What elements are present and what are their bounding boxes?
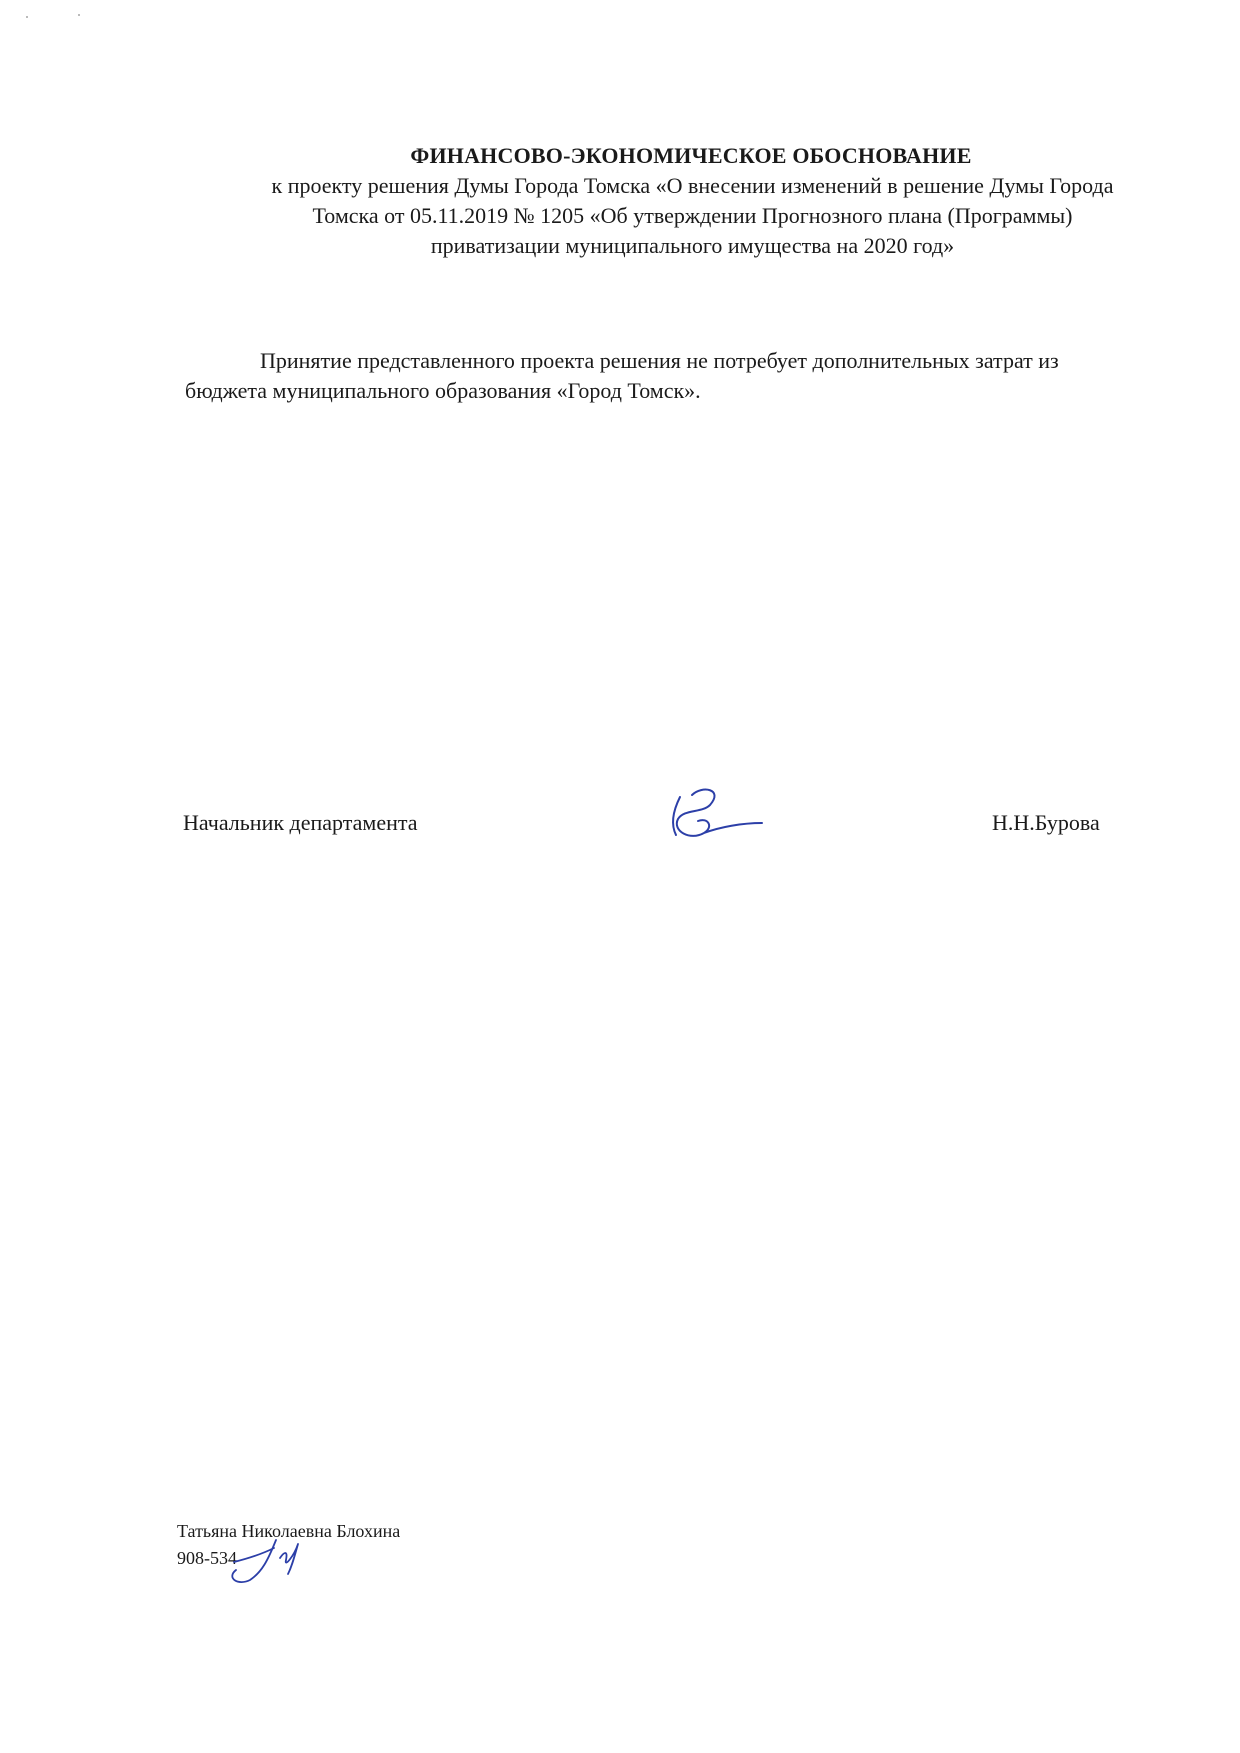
document-title: ФИНАНСОВО-ЭКОНОМИЧЕСКОЕ ОБОСНОВАНИЕ — [410, 143, 972, 168]
subtitle-line: к проекту решения Думы Города Томска «О внесении изменений в решение Думы Города — [271, 173, 1114, 198]
subtitle-line: Томска от 05.11.2019 № 1205 «Об утверждении Прогнозного плана (Программы) — [312, 203, 1073, 228]
signer-name: Н.Н.Бурова — [992, 810, 1100, 835]
body-paragraph — [185, 346, 1195, 406]
executor-name: Татьяна Николаевна Блохина — [177, 1521, 401, 1541]
signer-position: Начальник департамента — [183, 810, 418, 835]
document-subtitle — [190, 171, 1195, 261]
body-line: бюджета муниципального образования «Город Томск». — [185, 378, 701, 403]
handwritten-signature — [662, 783, 767, 848]
scan-artifact — [26, 16, 28, 18]
subtitle-line: приватизации муниципального имущества на 2020 год» — [430, 233, 955, 258]
executor-phone: 908-534 — [177, 1548, 237, 1568]
initials-signature — [222, 1530, 312, 1588]
scan-artifact — [78, 14, 80, 16]
body-line: Принятие представленного проекта решения не потребует дополнительных затрат из — [260, 348, 1059, 373]
